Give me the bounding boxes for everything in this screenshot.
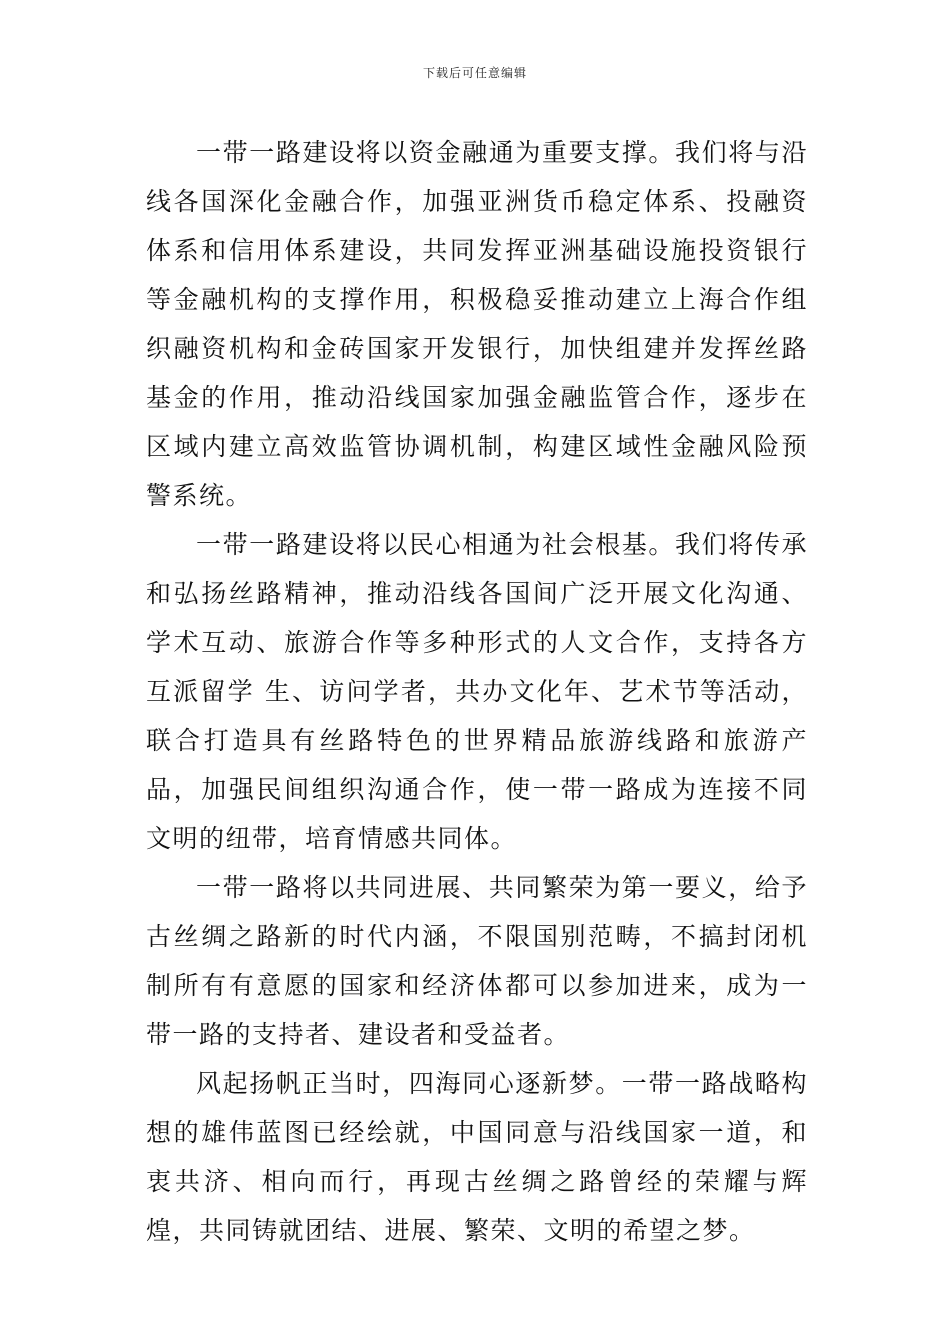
paragraph-people-to-people-bond: 一带一路建设将以民心相通为社会根基。我们将传承和弘扬丝路精神，推动沿线各国间广泛开展文化沟通、学术互动、旅游合作等多种形式的人文合作，支持各方互派留学 生、访问学者，共办文化年、艺术节等活动，联合打造具有丝路特色的世界精品旅游线路和旅游产品，加强民间组织沟通合作，使一带一路成为连接不同文明的纽带，培育情感共同体。	[146, 530, 808, 853]
paragraph-common-development: 一带一路将以共同进展、共同繁荣为第一要义，给予古丝绸之路新的时代内涵，不限国别范畴，不搞封闭机制所有有意愿的国家和经济体都可以参加进来，成为一带一路的支持者、建设者和受益者。	[146, 873, 808, 1049]
document-body	[146, 128, 808, 1255]
paragraph-closing-vision: 风起扬帆正当时，四海同心逐新梦。一带一路战略构想的雄伟蓝图已经绘就，中国同意与沿线国家一道，和衷共济、相向而行，再现古丝绸之路曾经的荣耀与辉煌，共同铸就团结、进展、繁荣、文明的希望之梦。	[146, 1069, 808, 1245]
paragraph-financial-integration: 一带一路建设将以资金融通为重要支撑。我们将与沿线各国深化金融合作，加强亚洲货币稳定体系、投融资体系和信用体系建设，共同发挥亚洲基础设施投资银行等金融机构的支撑作用，积极稳妥推动建立上海合作组织融资机构和金砖国家开发银行，加快组建并发挥丝路基金的作用，推动沿线国家加强金融监管合作，逐步在区域内建立高效监管协调机制，构建区域性金融风险预警系统。	[146, 138, 808, 510]
page-header-note: 下载后可任意编辑	[422, 66, 527, 80]
